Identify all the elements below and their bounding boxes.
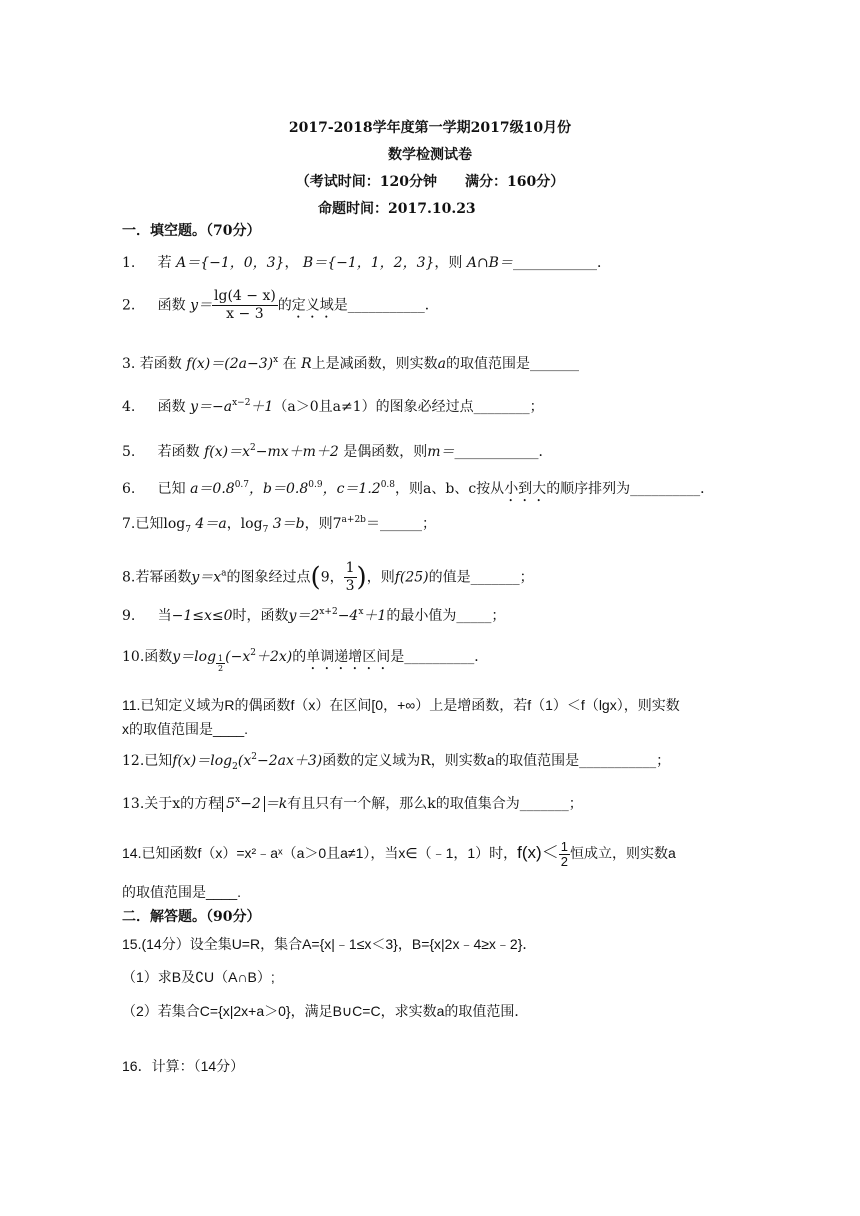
q12-mid: 函数的定义域为R，则实数a的取值范围是 bbox=[322, 753, 580, 769]
q8-frac-den: 3 bbox=[345, 578, 355, 594]
question-14-line-2: 的取值范围是____. bbox=[122, 884, 242, 900]
question-6 bbox=[122, 480, 714, 505]
q6-ea: 0.7 bbox=[234, 480, 250, 490]
q6-pre: 已知 bbox=[157, 481, 186, 497]
q1-blank: ____________． bbox=[512, 255, 611, 271]
q1-expr: A∩B＝ bbox=[466, 255, 513, 271]
q10-func: y＝log bbox=[172, 649, 217, 665]
q10-base-den: 2 bbox=[218, 664, 224, 673]
q2-number: 2. bbox=[122, 297, 136, 314]
q14-post: 恒成立，则实数a bbox=[569, 845, 676, 862]
q8-pre: 8.若幂函数 bbox=[122, 569, 192, 586]
q8-left-paren: ( bbox=[310, 562, 321, 593]
q12-arg: (x bbox=[237, 753, 252, 769]
q13-rhs: ＝k bbox=[264, 796, 288, 812]
q13-abs bbox=[222, 796, 265, 812]
q7-mid: ，log bbox=[226, 516, 263, 532]
q5-exp: 2 bbox=[249, 443, 256, 453]
q2-fraction bbox=[212, 288, 278, 323]
q8-frac-num: 1 bbox=[345, 560, 355, 576]
q3-text-c: 上是减函数，则实数 bbox=[311, 356, 438, 372]
q7-then: ，则7 bbox=[304, 516, 342, 532]
q14-fraction bbox=[559, 840, 570, 869]
q2-tail: 是___________． bbox=[333, 297, 439, 314]
q6-c: ，c＝1.2 bbox=[322, 481, 381, 497]
exam-info: （考试时间：120分钟 满分：160分） bbox=[295, 174, 565, 190]
q7-tail: ＝______； bbox=[365, 516, 436, 532]
q8-fraction bbox=[344, 560, 357, 595]
q13-inner: 5 bbox=[226, 796, 236, 812]
q8-mid: 的图象经过点 bbox=[226, 569, 311, 586]
q3-exp: x bbox=[273, 355, 279, 365]
question-13 bbox=[122, 795, 583, 813]
q13-inner2: −2 bbox=[240, 796, 261, 812]
q13-exp: x bbox=[235, 795, 241, 805]
q9-pre: 当 bbox=[157, 608, 172, 624]
q9-tail: 的最小值为_____； bbox=[386, 608, 506, 624]
q1-sep: ， bbox=[284, 255, 299, 271]
q3-func: f(x)＝(2a−3) bbox=[186, 356, 274, 372]
q3-text-b: 在 bbox=[282, 356, 297, 372]
q8-f25: f(25) bbox=[394, 569, 429, 586]
q10-pre: 10.函数 bbox=[122, 649, 173, 665]
q8-func: y＝x bbox=[191, 569, 222, 586]
q4-exp: x−2 bbox=[232, 398, 251, 408]
q1-pre: 若 bbox=[157, 255, 172, 271]
q7-arg1: 4＝a bbox=[195, 516, 227, 532]
q10-base bbox=[216, 654, 225, 673]
q3-r: R bbox=[301, 356, 312, 372]
q9-rhs: ＋1 bbox=[363, 608, 387, 624]
q7-base2: 7 bbox=[262, 525, 269, 535]
q9-mid2: −4 bbox=[337, 608, 359, 624]
q5-rhs: −mx＋m＋2 bbox=[255, 444, 339, 460]
question-5 bbox=[122, 443, 553, 461]
q9-cond: −1≤x≤0 bbox=[171, 608, 233, 624]
q10-arg2: ＋2x) bbox=[255, 649, 293, 665]
exam-date: 命题时间：2017.10.23 bbox=[318, 201, 476, 217]
question-15-line-1: 15.(14分）设全集U=R，集合A={x|﹣1≤x＜3}，B={x|2x﹣4≥x﹣2}． bbox=[122, 936, 537, 952]
question-15-line-3: （2）若集合C={x|2x+a＞0}，满足B∪C=C，求实数a的取值范围． bbox=[122, 1003, 529, 1019]
question-14-line-1 bbox=[122, 840, 676, 869]
q5-m: m＝ bbox=[427, 444, 455, 460]
q4-lhs: y＝−a bbox=[190, 399, 233, 415]
q2-numerator: lg(4 − x) bbox=[214, 288, 276, 304]
q13-pre: 13.关于x的方程 bbox=[122, 796, 223, 812]
exam-subtitle: 数学检测试卷 bbox=[388, 147, 472, 163]
q7-exp: a+2b bbox=[341, 515, 366, 525]
q7-base1: 7 bbox=[185, 525, 191, 535]
q12-func: f(x)＝log bbox=[172, 753, 233, 769]
q10-emphasis: 单调递增区间 bbox=[306, 649, 391, 665]
q8-right-paren: ) bbox=[356, 562, 367, 593]
q2-mid: 的 bbox=[277, 297, 292, 314]
q1-number: 1. bbox=[122, 255, 136, 271]
q6-emphasis: 小到大 bbox=[504, 481, 547, 497]
q1-mid: ，则 bbox=[434, 255, 463, 271]
question-8 bbox=[122, 560, 534, 595]
q10-tail: 是__________． bbox=[390, 649, 489, 665]
question-9 bbox=[122, 607, 505, 625]
question-10 bbox=[122, 648, 488, 673]
q4-tail: 的图象必经过点________； bbox=[375, 399, 544, 415]
exam-title: 2017-2018学年度第一学期2017级10月份 bbox=[288, 120, 572, 136]
q9-func: y＝2 bbox=[288, 608, 320, 624]
q6-eb: 0.9 bbox=[308, 480, 323, 490]
q8-tail2: 的值是_______； bbox=[428, 569, 534, 586]
q7-pre: 7.已知 bbox=[122, 516, 164, 532]
q6-number: 6. bbox=[122, 481, 136, 497]
q9-e1: x+2 bbox=[319, 607, 338, 617]
q8-exp: a bbox=[221, 568, 227, 579]
q14-pre: 14.已知函数f（x）=x²﹣aˣ（a＞0且a≠1），当x∈（﹣1，1）时， bbox=[122, 845, 518, 862]
q14-ineq: f(x)＜ bbox=[517, 843, 559, 863]
question-15-line-2: （1）求B及∁U（A∩B）; bbox=[122, 969, 275, 985]
question-12 bbox=[122, 752, 670, 770]
question-16-line-1: 16．计算：（14分） bbox=[122, 1058, 245, 1074]
q2-pre: 函数 bbox=[157, 297, 186, 314]
q4-pre: 函数 bbox=[157, 399, 186, 415]
q6-tail: 的顺序排列为__________． bbox=[546, 481, 715, 497]
q5-number: 5. bbox=[122, 444, 136, 460]
q10-base-num: 1 bbox=[218, 654, 224, 663]
question-1 bbox=[122, 254, 611, 272]
q5-pre: 若函数 bbox=[157, 444, 200, 460]
q2-lhs: y＝ bbox=[190, 297, 212, 314]
q2-denominator: x − 3 bbox=[226, 306, 264, 322]
q10-exp: 2 bbox=[250, 648, 256, 658]
q3-a: a bbox=[437, 356, 446, 372]
q8-tail1: ，则 bbox=[366, 569, 395, 586]
q4-cond: （a＞0且a≠1） bbox=[273, 399, 376, 415]
q5-func: f(x)＝x bbox=[204, 444, 250, 460]
q9-e2: x bbox=[358, 607, 364, 617]
q10-mid: 的 bbox=[292, 649, 307, 665]
question-11-line-1: 11.已知定义域为R的偶函数f（x）在区间[0，+∞）上是增函数，若f（1）＜f（lgx），则实数 bbox=[122, 697, 680, 713]
question-7 bbox=[122, 515, 436, 533]
q12-base: 2 bbox=[232, 762, 238, 772]
q14-frac-den: 2 bbox=[560, 854, 568, 869]
q5-tail: ____________． bbox=[454, 444, 553, 460]
question-4 bbox=[122, 398, 544, 416]
question-2 bbox=[122, 288, 439, 323]
q9-mid: 时，函数 bbox=[232, 608, 289, 624]
q6-ec: 0.8 bbox=[380, 480, 396, 490]
q12-exp: 2 bbox=[251, 752, 257, 762]
q1-set-a: A＝{−1，0，3} bbox=[176, 255, 285, 271]
q2-emphasis: 定义域 bbox=[291, 297, 334, 314]
q12-arg2: −2ax＋3) bbox=[256, 753, 323, 769]
q3-text-a: 3. 若函数 bbox=[122, 356, 182, 372]
q6-a: a＝0.8 bbox=[190, 481, 235, 497]
question-11-line-2: x的取值范围是____. bbox=[122, 721, 249, 737]
q4-rhs: ＋1 bbox=[250, 399, 274, 415]
q9-number: 9. bbox=[122, 608, 136, 624]
q13-tail: 有且只有一个解，那么k的取值集合为_______； bbox=[287, 796, 583, 812]
q1-set-b: B＝{−1，1，2，3} bbox=[302, 255, 435, 271]
q12-pre: 12.已知 bbox=[122, 753, 173, 769]
section2-heading: 二．解答题。（90分） bbox=[122, 909, 261, 925]
q5-mid: 是偶函数，则 bbox=[343, 444, 428, 460]
q7-log1: log bbox=[163, 516, 186, 532]
q14-frac-num: 1 bbox=[560, 839, 568, 854]
q4-number: 4. bbox=[122, 399, 136, 415]
q10-arg: (−x bbox=[225, 649, 251, 665]
section1-heading: 一．填空题。（70分） bbox=[122, 223, 261, 239]
q6-mid: ，则a、b、c按从 bbox=[395, 481, 505, 497]
question-3 bbox=[122, 355, 579, 373]
q8-pt-a: 9， bbox=[320, 569, 344, 586]
q6-b: ，b＝0.8 bbox=[249, 481, 309, 497]
q3-text-d: 的取值范围是_______ bbox=[445, 356, 579, 372]
q12-tail: ___________； bbox=[579, 753, 671, 769]
q7-arg2: 3＝b bbox=[272, 516, 305, 532]
